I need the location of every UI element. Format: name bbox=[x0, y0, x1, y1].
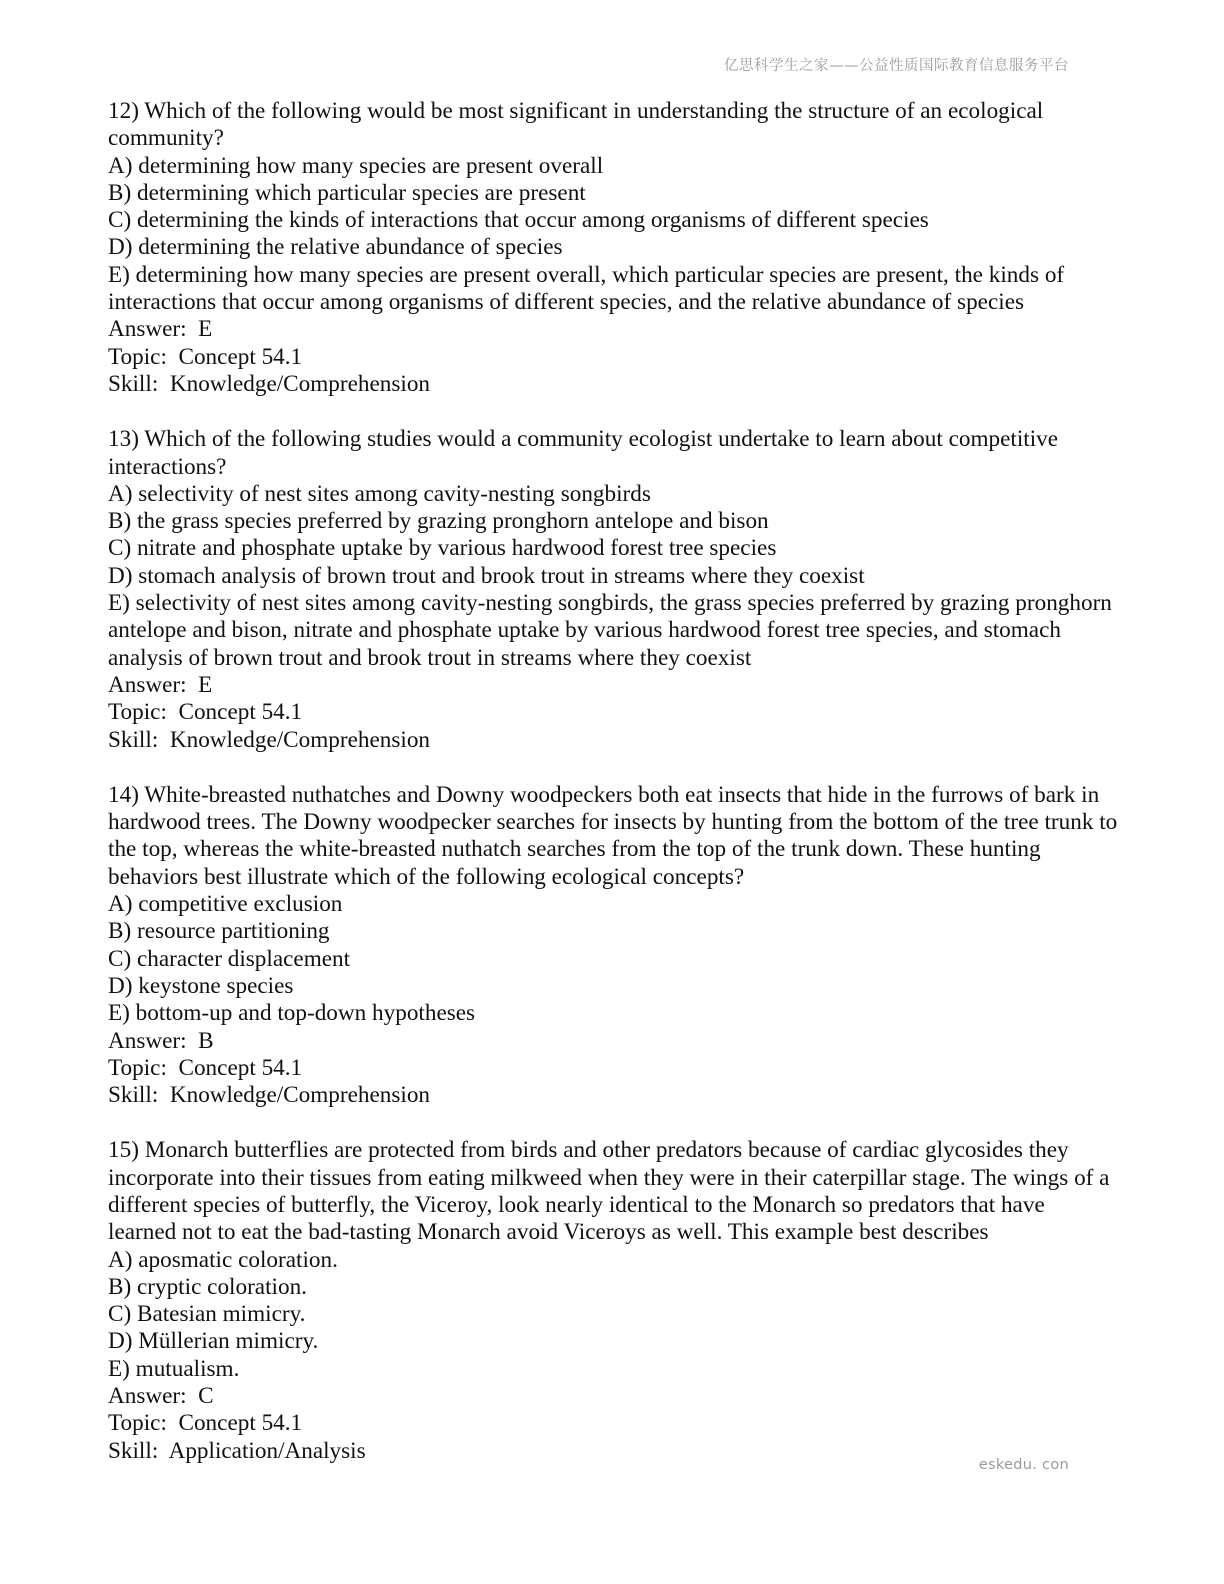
answer-line: Answer: E bbox=[108, 671, 213, 698]
topic-line: Topic: Concept 54.1 bbox=[108, 699, 303, 726]
topic-line: Topic: Concept 54.1 bbox=[108, 1054, 303, 1081]
answer-line: Answer: E bbox=[108, 316, 213, 343]
option-b: B) resource partitioning bbox=[108, 918, 330, 945]
answer-line: Answer: B bbox=[108, 1027, 214, 1054]
option-b: B) determining which particular species are present bbox=[108, 179, 586, 206]
option-e: E) mutualism. bbox=[108, 1355, 240, 1382]
question-stem: 15) Monarch butterflies are protected from birds and other predators because of cardiac glycosides they incorporate into their tissues from eating milkweed when they were in their caterpillar stage. The wings of a different species of butterfly, the Viceroy, look nearly identical to the Monarch so predators that have learned not to eat the bad-tasting Monarch avoid Viceroys as well. This example best describes bbox=[108, 1137, 1116, 1246]
question-stem: 14) White-breasted nuthatches and Downy woodpeckers both eat insects that hide in the furrows of bark in hardwood trees. The Downy woodpecker searches for insects by hunting from the bottom of the tree trunk to the top, whereas the white-breasted nuthatch searches from the top of the trunk down. These hunting behaviors best illustrate which of the following ecological concepts? bbox=[108, 781, 1124, 890]
option-e: E) bottom-up and top-down hypotheses bbox=[108, 1000, 476, 1027]
option-e: E) determining how many species are present overall, which particular species are present, the kinds of interactions that occur among organisms of different species, and the relative abundance of species bbox=[108, 261, 1070, 316]
question-stem: 12) Which of the following would be most significant in understanding the structure of an ecological community? bbox=[108, 98, 1050, 152]
question-14 bbox=[108, 781, 1124, 1110]
skill-line: Skill: Knowledge/Comprehension bbox=[108, 370, 431, 397]
answer-line: Answer: C bbox=[108, 1383, 214, 1410]
option-c: C) determining the kinds of interactions that occur among organisms of different species bbox=[108, 207, 929, 234]
option-a: A) selectivity of nest sites among cavity-nesting songbirds bbox=[108, 480, 651, 507]
page-header-watermark: 亿思科学生之家——公益性质国际教育信息服务平台 bbox=[724, 58, 1069, 74]
option-b: B) the grass species preferred by grazing pronghorn antelope and bison bbox=[108, 508, 769, 535]
document-body bbox=[108, 98, 1124, 1493]
question-12 bbox=[108, 98, 1118, 398]
option-d: D) determining the relative abundance of species bbox=[108, 234, 563, 261]
option-c: C) character displacement bbox=[108, 945, 351, 972]
option-b: B) cryptic coloration. bbox=[108, 1273, 307, 1300]
skill-line: Skill: Knowledge/Comprehension bbox=[108, 726, 431, 753]
skill-line: Skill: Knowledge/Comprehension bbox=[108, 1082, 431, 1109]
option-d: D) stomach analysis of brown trout and brook trout in streams where they coexist bbox=[108, 562, 865, 589]
option-a: A) competitive exclusion bbox=[108, 891, 343, 918]
question-stem: 13) Which of the following studies would a community ecologist undertake to learn about competitive interactions? bbox=[108, 426, 1064, 480]
option-e: E) selectivity of nest sites among cavity-nesting songbirds, the grass species preferred by grazing pronghorn antelope and bison, nitrate and phosphate uptake by various hardwood forest tree species, and stomach analysis of brown trout and brook trout in streams where they coexist bbox=[108, 590, 1118, 671]
option-a: A) determining how many species are present overall bbox=[108, 152, 604, 179]
page-footer-watermark: eskedu. con bbox=[978, 1457, 1069, 1473]
option-a: A) aposmatic coloration. bbox=[108, 1246, 338, 1273]
skill-line: Skill: Application/Analysis bbox=[108, 1437, 366, 1464]
option-d: D) keystone species bbox=[108, 972, 294, 999]
option-c: C) Batesian mimicry. bbox=[108, 1301, 306, 1328]
option-c: C) nitrate and phosphate uptake by various hardwood forest tree species bbox=[108, 535, 777, 562]
topic-line: Topic: Concept 54.1 bbox=[108, 343, 303, 370]
question-13 bbox=[108, 426, 1118, 754]
question-15 bbox=[108, 1137, 1118, 1465]
topic-line: Topic: Concept 54.1 bbox=[108, 1410, 303, 1437]
option-d: D) Müllerian mimicry. bbox=[108, 1328, 319, 1355]
